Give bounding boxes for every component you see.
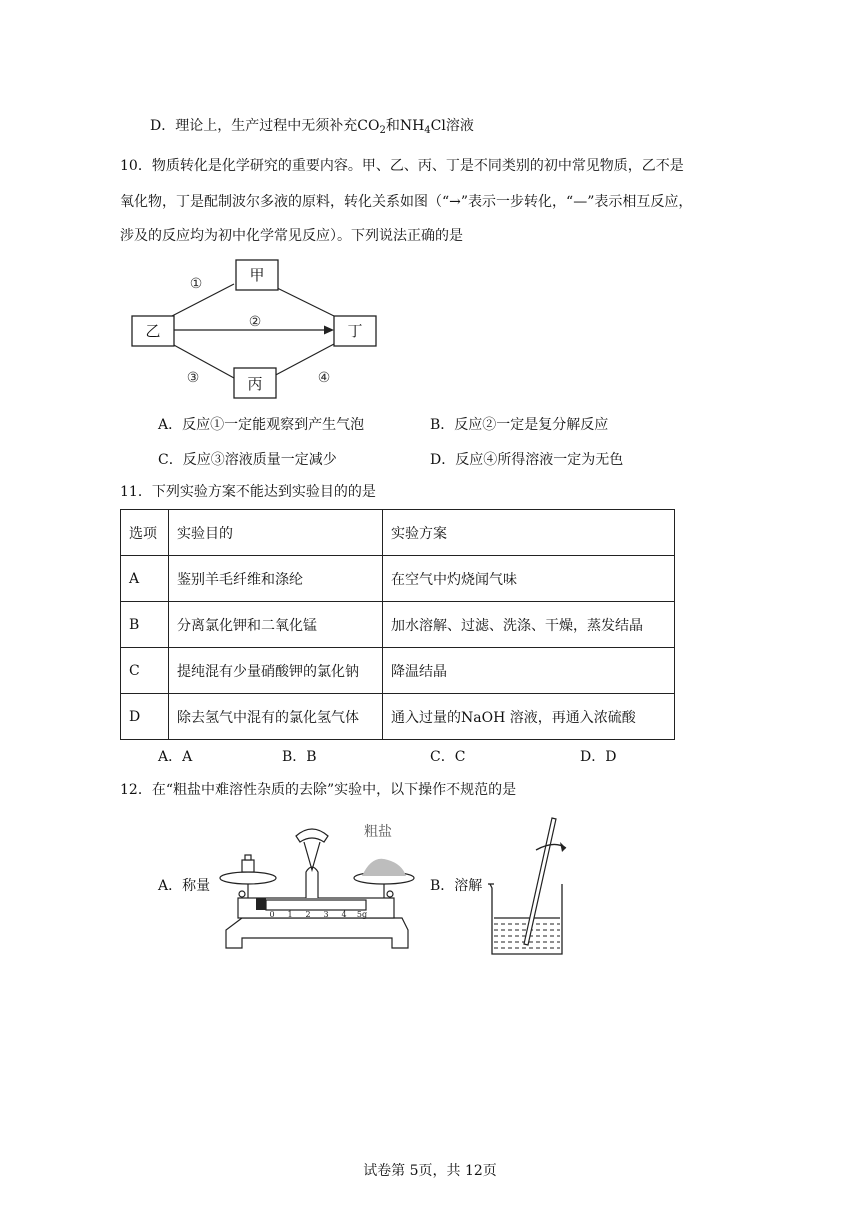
q10-option-b: B．反应②一定是复分解反应 xyxy=(430,417,609,433)
salt-pile xyxy=(362,859,406,876)
box-jia-label: 甲 xyxy=(249,266,265,284)
table-header-row xyxy=(121,510,675,556)
co2-formula: $CO_2$ xyxy=(357,118,386,136)
table-row xyxy=(121,694,675,740)
scale-base xyxy=(226,918,408,948)
cell-option: D xyxy=(121,694,169,740)
table-row xyxy=(121,602,675,648)
balance-scale-illustration xyxy=(212,818,416,952)
tick-label: 2 xyxy=(305,910,311,919)
q10-stem-line3: 涉及的反应均为初中化学常见反应）。下列说法正确的是 xyxy=(120,228,463,244)
cell-option: B xyxy=(121,602,169,648)
cell-purpose: 提纯混有少量硝酸钾的氯化钠 xyxy=(169,648,383,694)
q11-option-a: A．A xyxy=(158,749,193,765)
rider-slider xyxy=(256,898,266,910)
edge-yi-jia xyxy=(172,284,234,316)
tick-label: 3 xyxy=(323,910,329,919)
cell-option: C xyxy=(121,648,169,694)
arrow-head xyxy=(324,326,334,335)
tick-label: 1 xyxy=(287,910,293,919)
cell-plan: 降温结晶 xyxy=(383,648,675,694)
table-row xyxy=(121,556,675,602)
q10-option-a: A．反应①一定能观察到产生气泡 xyxy=(158,417,365,433)
tick-label: 0 xyxy=(269,910,275,919)
box-yi-label: 乙 xyxy=(145,322,161,340)
tick-label: 4 xyxy=(341,910,347,919)
q12-option-a: A．称量 xyxy=(158,878,211,894)
weight-block xyxy=(242,860,254,872)
q10-stem-line2: 氧化物，丁是配制波尔多液的原料，转化关系如图（“→”表示一步转化，“—”表示相互反应， xyxy=(120,194,693,210)
q11-option-b: B．B xyxy=(282,749,317,765)
label-r2: ② xyxy=(248,314,262,330)
edge-yi-bing xyxy=(172,344,234,378)
scale-dial xyxy=(296,829,328,842)
tick-rail xyxy=(266,900,366,910)
q12-stem: 12．在“粗盐中难溶性杂质的去除”实验中，以下操作不规范的是 xyxy=(120,782,517,798)
header-plan: 实验方案 xyxy=(383,510,675,556)
cell-plan: 在空气中灼烧闻气味 xyxy=(383,556,675,602)
header-option: 选项 xyxy=(121,510,169,556)
q9-option-d: D．理论上，生产过程中无须补充$CO_2$和$NH_4Cl$溶液 xyxy=(150,118,474,136)
cell-purpose: 分离氯化钾和二氧化锰 xyxy=(169,602,383,648)
q11-option-d: D．D xyxy=(580,749,617,765)
page-footer: 试卷第 5页，共 12页 xyxy=(363,1163,497,1179)
box-ding-label: 丁 xyxy=(347,322,363,340)
q10-option-d: D．反应④所得溶液一定为无色 xyxy=(430,452,624,468)
cell-option: A xyxy=(121,556,169,602)
label-r1: ① xyxy=(189,276,203,292)
experiment-table xyxy=(120,509,675,740)
tick-label: 5g xyxy=(356,910,368,919)
q10-option-c: C．反应③溶液质量一定减少 xyxy=(158,452,337,468)
conversion-diagram xyxy=(128,258,388,400)
header-purpose: 实验目的 xyxy=(169,510,383,556)
label-r4: ④ xyxy=(317,370,331,386)
box-bing-label: 丙 xyxy=(247,375,263,393)
q11-stem: 11．下列实验方案不能达到实验目的的是 xyxy=(120,484,376,500)
q11-option-c: C．C xyxy=(430,749,466,765)
nh4cl-formula: $NH_4Cl$ xyxy=(399,118,446,136)
q12-option-b: B．溶解 xyxy=(430,878,483,894)
label-r3: ③ xyxy=(186,370,200,386)
beaker-illustration xyxy=(484,812,574,960)
q10-stem-line1: 10．物质转化是化学研究的重要内容。甲、乙、丙、丁是不同类别的初中常见物质，乙不是 xyxy=(120,158,684,174)
cell-purpose: 除去氢气中混有的氯化氢气体 xyxy=(169,694,383,740)
cell-purpose: 鉴别羊毛纤维和涤纶 xyxy=(169,556,383,602)
cell-plan: 通入过量的NaOH 溶液，再通入浓硫酸 xyxy=(383,694,675,740)
salt-label: 粗盐 xyxy=(364,824,392,840)
table-row xyxy=(121,648,675,694)
left-pan xyxy=(220,872,276,884)
cell-plan: 加水溶解、过滤、洗涤、干燥，蒸发结晶 xyxy=(383,602,675,648)
